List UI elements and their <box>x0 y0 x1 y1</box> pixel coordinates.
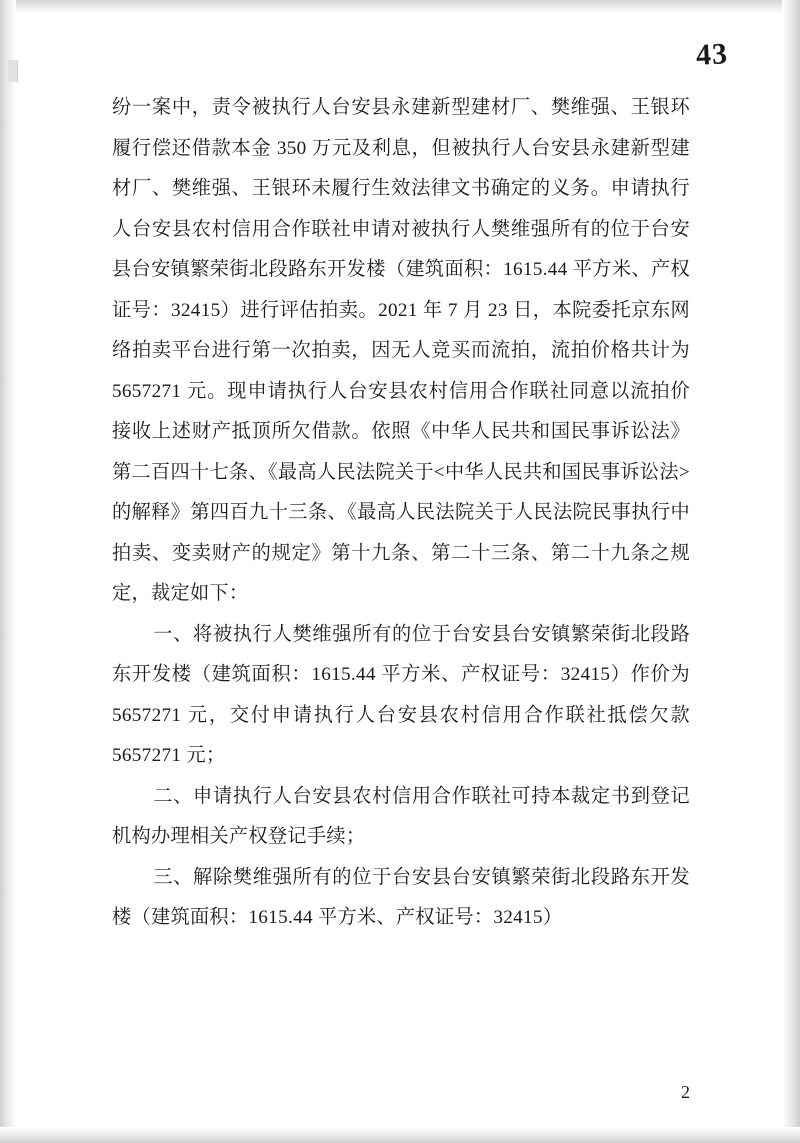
paragraph-intro: 纷一案中，责令被执行人台安县永建新型建材厂、樊维强、王银环履行偿还借款本金 350 万元及利息，但被执行人台安县永建新型建材厂、樊维强、王银环未履行生效法律文书确定的义务。申请执行人台安县农村信用合作联社申请对被执行人樊维强所有的位于台安县台安镇繁荣街北段路东开发楼（建筑面积：1615.44 平方米、产权证号：32415）进行评估拍卖。2021 年 7 月 23 日，本院委托京东网络拍卖平台进行第一次拍卖，因无人竞买而流拍，流拍价格共计为 5657271 元。现申请执行人台安县农村信用合作联社同意以流拍价接收上述财产抵顶所欠借款。依照《中华人民共和国民事诉讼法》第二百四十七条、《最高人民法院关于<中华人民共和国民事诉讼法>的解释》第四百九十三条、《最高人民法院关于人民法院民事执行中拍卖、变卖财产的规定》第十九条、第二十三条、第二十九条之规定，裁定如下： <box>112 97 690 604</box>
paragraph-item-two: 二、申请执行人台安县农村信用合作联社可持本裁定书到登记机构办理相关产权登记手续； <box>112 785 690 847</box>
paragraph-item-three: 三、解除樊维强所有的位于台安县台安镇繁荣街北段路东开发楼（建筑面积：1615.44 平方米、产权证号：32415） <box>112 866 690 928</box>
document-body <box>112 88 690 939</box>
handwritten-page-stamp: 43 <box>695 37 729 72</box>
binding-punch-mark <box>8 60 18 82</box>
scan-edge-right <box>782 0 800 1143</box>
paragraph-item-one: 一、将被执行人樊维强所有的位于台安县台安镇繁荣街北段路东开发楼（建筑面积：1615.44 平方米、产权证号：32415）作价为 5657271 元，交付申请执行人台安县农村信用合作联社抵偿欠款 5657271 元； <box>112 623 690 766</box>
scan-edge-left <box>0 0 16 1143</box>
scan-edge-bottom <box>0 1127 800 1143</box>
page-number: 2 <box>681 1082 690 1102</box>
scan-edge-top <box>0 0 800 14</box>
